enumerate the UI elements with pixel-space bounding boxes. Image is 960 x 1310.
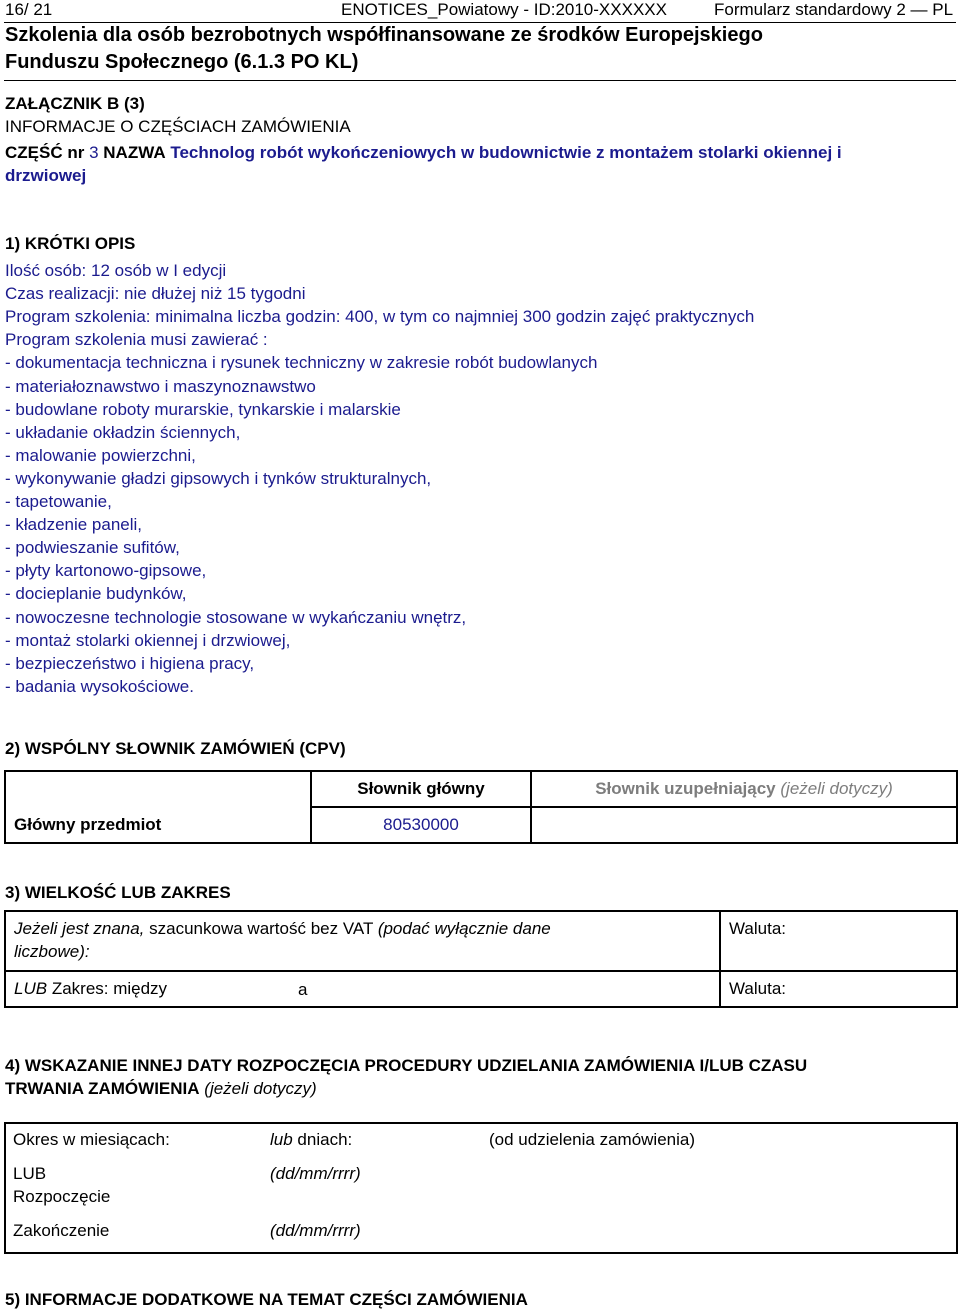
description-line: Program szkolenia musi zawierać : — [5, 330, 268, 350]
description-line: - montaż stolarki okiennej i drzwiowej, — [5, 630, 291, 650]
range-label: Zakres: między — [51, 979, 168, 998]
supplementary-label: Słownik uzupełniający — [595, 779, 776, 798]
part-header — [5, 141, 842, 164]
description-line: - materiałoznawstwo i maszynoznawstwo — [5, 376, 316, 396]
or-days-or: lub — [270, 1130, 293, 1149]
description-line: - wykonywanie gładzi gipsowych i tynków strukturalnych, — [5, 468, 432, 488]
or-label-2: LUB — [13, 1164, 47, 1183]
document-title-line2: Funduszu Społecznego (6.1.3 PO KL) — [5, 51, 359, 73]
currency-cell-2 — [720, 971, 957, 1007]
section2-heading: 2) WSPÓLNY SŁOWNIK ZAMÓWIEŃ (CPV) — [5, 739, 346, 758]
main-object-label: Główny przedmiot — [5, 807, 311, 843]
currency-label-2: Waluta: — [729, 979, 787, 998]
section4-heading-line2 — [5, 1077, 317, 1100]
description-line: - płyty kartonowo-gipsowe, — [5, 561, 207, 581]
numbers-only-note-cont: liczbowe): — [14, 942, 90, 961]
if-known-label: Jeżeli jest znana, — [14, 919, 145, 938]
supplementary-vocabulary-header — [531, 771, 957, 807]
main-vocabulary-header: Słownik główny — [311, 771, 531, 807]
section3-heading: 3) WIELKOŚĆ LUB ZAKRES — [5, 883, 231, 902]
estimated-value-label: szacunkowa wartość bez VAT — [149, 919, 374, 938]
description-line: - tapetowanie, — [5, 492, 112, 511]
or-label: LUB — [14, 979, 48, 998]
part-label: CZĘŚĆ nr — [5, 143, 85, 162]
description-line: - docieplanie budynków, — [5, 584, 187, 604]
cpv-table — [4, 770, 958, 844]
section5-heading: 5) INFORMACJE DODATKOWE NA TEMAT CZĘŚCI ZAMÓWIENIA — [5, 1290, 528, 1309]
description-line: - układanie okładzin ściennych, — [5, 422, 241, 442]
form-name: Formularz standardowy 2 — PL — [714, 0, 954, 19]
part-name-label: NAZWA — [103, 143, 166, 162]
description-line: - dokumentacja techniczna i rysunek techniczny w zakresie robót budowlanych — [5, 353, 598, 373]
estimated-value-cell — [5, 911, 720, 971]
description-line: Czas realizacji: nie dłużej niż 15 tygodni — [5, 284, 306, 304]
part-name-continued: drzwiowej — [5, 166, 87, 185]
description-line: - podwieszanie sufitów, — [5, 538, 180, 558]
range-and-label: a — [298, 980, 308, 999]
supplementary-code — [531, 807, 957, 843]
start-label: Rozpoczęcie — [13, 1187, 111, 1206]
section4-heading-line1: 4) WSKAZANIE INNEJ DATY ROZPOCZĘCIA PROCEDURY UDZIELANIA ZAMÓWIENIA I/LUB CZASU — [5, 1056, 808, 1075]
annex-subtitle: INFORMACJE O CZĘŚCIACH ZAMÓWIENIA — [5, 117, 351, 136]
quantity-table — [4, 910, 958, 1008]
or-days-label — [270, 1130, 352, 1150]
annex-title: ZAŁĄCZNIK B (3) — [5, 94, 145, 113]
description-line: Ilość osób: 12 osób w I edycji — [5, 261, 227, 280]
description-line: - malowanie powierzchni, — [5, 445, 196, 465]
description-line: - budowlane roboty murarskie, tynkarskie i malarskie — [5, 399, 401, 419]
description-line: Program szkolenia: minimalna liczba godzin: 400, w tym co najmniej 300 godzin zajęć praktycznych — [5, 307, 755, 327]
section1-heading: 1) KRÓTKI OPIS — [5, 234, 136, 253]
cpv-empty-cell — [5, 771, 311, 807]
document-title-line1: Szkolenia dla osób bezrobotnych współfinansowane ze środków Europejskiego — [5, 24, 763, 46]
part-number: 3 — [89, 143, 99, 162]
section4-heading-cont: TRWANIA ZAMÓWIENIA — [5, 1079, 200, 1098]
description-line: - nowoczesne technologie stosowane w wykańczaniu wnętrz, — [5, 607, 467, 627]
numbers-only-note: (podać wyłącznie dane — [377, 919, 551, 938]
end-date-format: (dd/mm/rrrr) — [270, 1221, 361, 1240]
range-cell — [5, 971, 720, 1007]
description-line: - kładzenie paneli, — [5, 515, 143, 535]
description-line: - bezpieczeństwo i higiena pracy, — [5, 653, 255, 673]
part-name: Technolog robót wykończeniowych w budownictwie z montażem stolarki okiennej i — [170, 143, 842, 162]
from-award-label: (od udzielenia zamówienia) — [489, 1130, 696, 1149]
supplementary-note: (jeżeli dotyczy) — [780, 779, 893, 798]
description-line: - badania wysokościowe. — [5, 676, 194, 696]
start-date-format: (dd/mm/rrrr) — [270, 1164, 361, 1183]
notice-id: ENOTICES_Powiatowy - ID:2010-XXXXXX — [341, 0, 667, 19]
duration-box — [4, 1122, 958, 1254]
currency-cell-1 — [720, 911, 957, 971]
currency-label-1: Waluta: — [729, 919, 787, 938]
period-months-label: Okres w miesiącach: — [13, 1130, 170, 1149]
page-number: 16/ 21 — [5, 0, 53, 19]
cpv-code: 80530000 — [311, 807, 531, 843]
end-label: Zakończenie — [13, 1221, 110, 1240]
or-days-text: dniach: — [297, 1130, 353, 1149]
title-divider — [4, 80, 956, 81]
section4-heading-note: (jeżeli dotyczy) — [204, 1079, 317, 1098]
